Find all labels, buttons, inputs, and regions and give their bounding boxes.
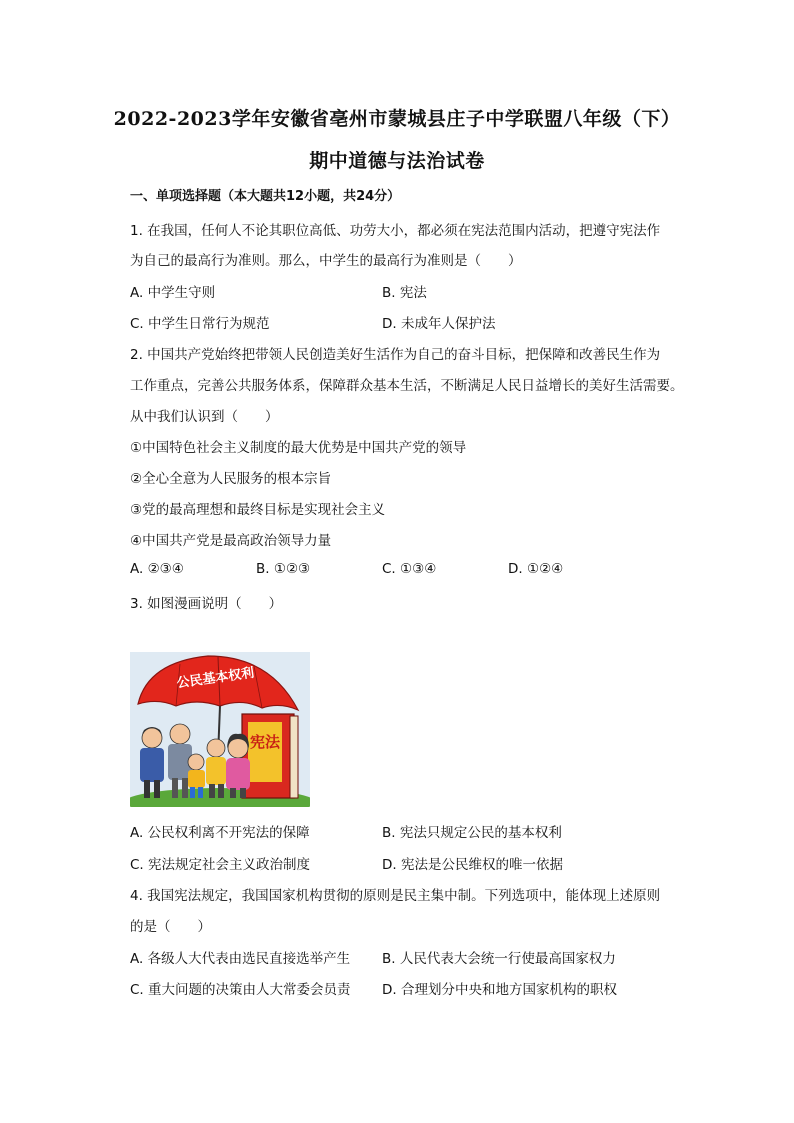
- exam-title-line1: 2022-2023学年安徽省亳州市蒙城县庄子中学联盟八年级（下）: [113, 108, 681, 130]
- q4-stem-line2: 的是（ ）: [130, 919, 211, 935]
- q4-option-d[interactable]: D. 合理划分中央和地方国家机构的职权: [382, 982, 617, 998]
- q2-option-a[interactable]: A. ②③④: [130, 561, 184, 577]
- q2-stem-line1: 2. 中国共产党始终把带领人民创造美好生活作为自己的奋斗目标，把保障和改善民生作为: [130, 347, 661, 363]
- exam-title-line2: 期中道德与法治试卷: [309, 150, 485, 172]
- q2-item-2: ②全心全意为人民服务的根本宗旨: [130, 471, 332, 487]
- q1-option-d[interactable]: D. 未成年人保护法: [382, 316, 496, 332]
- q2-stem-line3: 从中我们认识到（ ）: [130, 409, 279, 425]
- q3-option-d[interactable]: D. 宪法是公民维权的唯一依据: [382, 857, 563, 873]
- q4-option-b[interactable]: B. 人民代表大会统一行使最高国家权力: [382, 951, 616, 967]
- umbrella-label: 公民基本权利: [175, 665, 256, 692]
- book-label: 宪法: [249, 733, 281, 751]
- q2-option-c[interactable]: C. ①③④: [382, 561, 437, 577]
- q1-stem-line2: 为自己的最高行为准则。那么，中学生的最高行为准则是（ ）: [130, 253, 522, 269]
- q2-stem-line2: 工作重点，完善公共服务体系，保障群众基本生活，不断满足人民日益增长的美好生活需要。: [130, 378, 684, 394]
- q2-option-b[interactable]: B. ①②③: [256, 561, 311, 577]
- q1-stem-line1: 1. 在我国，任何人不论其职位高低、功劳大小，都必须在宪法范围内活动，把遵守宪法作: [130, 223, 661, 239]
- constitution-umbrella-cartoon: [130, 652, 310, 807]
- q4-option-c[interactable]: C. 重大问题的决策由人大常委会员责: [130, 982, 351, 998]
- q3-option-c[interactable]: C. 宪法规定社会主义政治制度: [130, 857, 311, 873]
- q4-stem-line1: 4. 我国宪法规定，我国国家机构贯彻的原则是民主集中制。下列选项中，能体现上述原则: [130, 888, 661, 904]
- q2-option-d[interactable]: D. ①②④: [508, 561, 564, 577]
- q3-option-b[interactable]: B. 宪法只规定公民的基本权利: [382, 825, 562, 841]
- q3-option-a[interactable]: A. 公民权利离不开宪法的保障: [130, 825, 310, 841]
- q2-item-3: ③党的最高理想和最终目标是实现社会主义: [130, 502, 386, 518]
- q1-option-c[interactable]: C. 中学生日常行为规范: [130, 316, 270, 332]
- constitution-book-icon: [242, 714, 298, 798]
- q4-option-a[interactable]: A. 各级人大代表由选民直接选举产生: [130, 951, 351, 967]
- q1-option-a[interactable]: A. 中学生守则: [130, 285, 216, 301]
- q2-item-1: ①中国特色社会主义制度的最大优势是中国共产党的领导: [130, 440, 467, 456]
- section-heading: 一、单项选择题（本大题共12小题，共24分）: [130, 189, 401, 204]
- q2-item-4: ④中国共产党是最高政治领导力量: [130, 533, 332, 549]
- q3-stem-line1: 3. 如图漫画说明（ ）: [130, 596, 283, 612]
- q1-option-b[interactable]: B. 宪法: [382, 285, 427, 301]
